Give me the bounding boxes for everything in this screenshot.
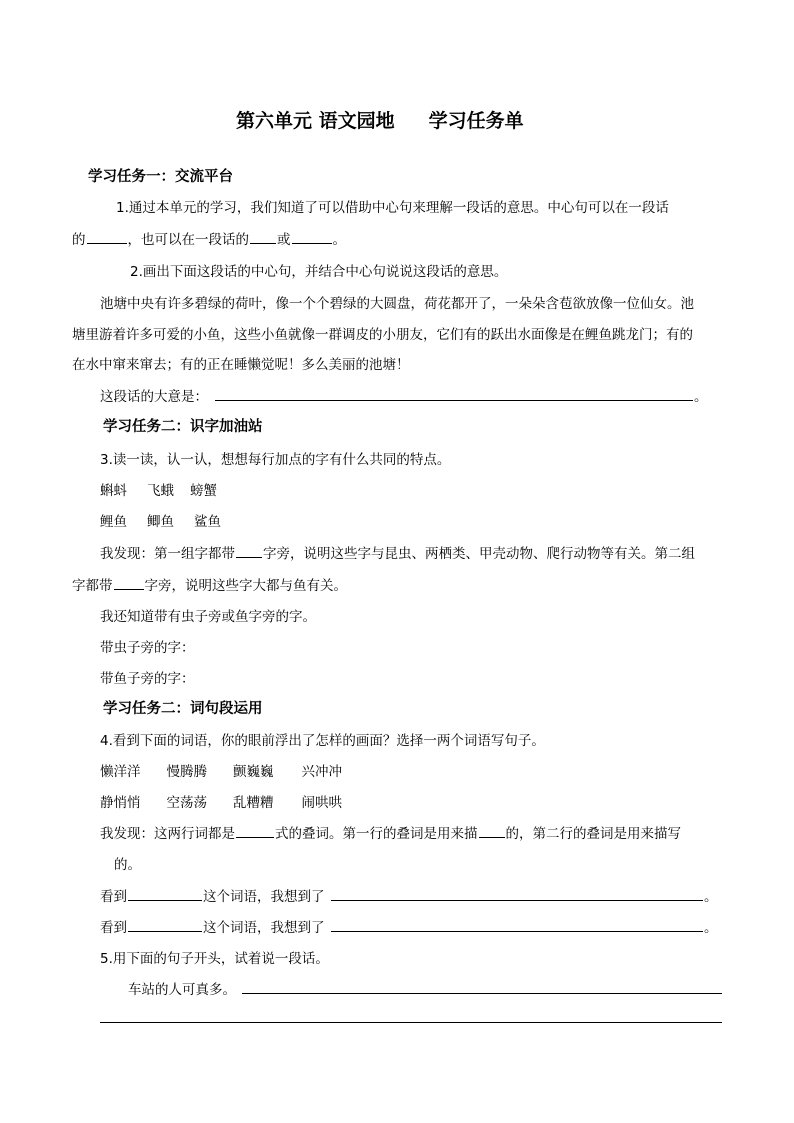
q5-text: 5.用下面的句子开头，试着说一段话。: [100, 951, 329, 967]
found-line2: [72, 574, 347, 594]
paragraph-line1: 池塘中央有许多碧绿的荷叶，像一个个碧绿的大圆盘，荷花都开了，一朵朵含苞欲放像一位仙女。池: [100, 296, 694, 312]
blank-describe[interactable]: [479, 824, 505, 838]
q3-text: 3.读一读，认一认，想想每行加点的字有什么共同的特点。: [100, 452, 451, 468]
paragraph-line2: 塘里游着许多可爱的小鱼，这些小鱼就像一群调皮的小朋友，它们有的跃出水面像是在鲤鱼跳龙门；有的: [72, 327, 693, 343]
blank-radical-2[interactable]: [114, 576, 144, 590]
title-worksheet: 学习任务单: [428, 110, 524, 132]
task1-heading: 学习任务一：交流平台: [88, 169, 233, 185]
found-text-b: 字旁，说明这些字与昆虫、两栖类、甲壳动物、爬行动物等有关。第二组: [263, 546, 695, 562]
page-title: [236, 106, 524, 133]
station-answer-line-2[interactable]: [100, 1022, 722, 1023]
found2-text-b: 式的叠词。第一行的叠词是用来描: [275, 826, 478, 842]
blank-word-2[interactable]: [128, 918, 202, 932]
blank-q1-3[interactable]: [292, 230, 332, 244]
task3-heading: 学习任务二：词句段运用: [103, 701, 263, 717]
word-item: 颤巍巍: [233, 764, 274, 780]
meaning-answer-line[interactable]: [215, 400, 693, 401]
q1-line1: 1.通过本单元的学习，我们知道了可以借助中心句来理解一段话的意思。中心句可以在一段话: [116, 200, 669, 216]
word-item: 慢腾腾: [166, 764, 207, 780]
see-text-a: 看到: [100, 920, 127, 936]
see-end-2: 。: [704, 920, 718, 936]
word-item: 乱糟糟: [233, 795, 274, 811]
blank-q1-1[interactable]: [87, 230, 127, 244]
insect-radical-label: 带虫子旁的字：: [100, 640, 195, 656]
word-item: 空荡荡: [166, 795, 207, 811]
q1-text-d: 。: [332, 232, 346, 248]
title-unit: 第六单元 语文园地: [236, 110, 395, 132]
found-text-c: 字都带: [72, 578, 113, 594]
found2-text-c: 的，第二行的叠词是用来描写: [505, 826, 681, 842]
meaning-end: 。: [694, 389, 708, 405]
q2-text: 2.画出下面这段话的中心句，并结合中心句说说这段话的意思。: [130, 264, 508, 280]
blank-q1-2[interactable]: [250, 230, 276, 244]
station-answer-line-1[interactable]: [242, 993, 722, 994]
meaning-label: 这段话的大意是：: [100, 389, 208, 405]
blank-radical-1[interactable]: [236, 544, 262, 558]
found2-text-a: 我发现：这两行词都是: [100, 826, 235, 842]
q1-text-b: ，也可以在一段话的: [127, 232, 249, 248]
blank-word-1[interactable]: [128, 887, 202, 901]
char-row1: [100, 479, 217, 499]
word-item: 闹哄哄: [301, 795, 342, 811]
char-word: 鲫鱼: [147, 514, 174, 530]
char-word: 蝌蚪: [100, 483, 127, 499]
q1-line2: [72, 228, 346, 248]
q1-text-a: 的: [72, 232, 86, 248]
also-know: 我还知道带有虫子旁或鱼字旁的字。: [100, 609, 316, 625]
see-answer-line-1[interactable]: [331, 900, 703, 901]
word-item: 懒洋洋: [100, 764, 141, 780]
word-item: 静悄悄: [100, 795, 141, 811]
found-text-d: 字旁，说明这些字大都与鱼有关。: [144, 578, 347, 594]
paragraph-line3: 在水中窜来窜去；有的正在睡懒觉呢！多么美丽的池塘！: [72, 357, 410, 373]
char-word: 鲤鱼: [100, 514, 127, 530]
see-line2: [100, 916, 325, 936]
see-line1: [100, 885, 325, 905]
char-word: 飞蛾: [147, 483, 174, 499]
word-row1: [100, 760, 342, 780]
found2-line2: 的。: [114, 857, 141, 873]
see-text-a: 看到: [100, 889, 127, 905]
task2-heading: 学习任务二：识字加油站: [103, 419, 263, 435]
q4-text: 4.看到下面的词语，你的眼前浮出了怎样的画面？选择一两个词语写句子。: [100, 733, 545, 749]
found-line1: [100, 542, 695, 562]
blank-pattern[interactable]: [236, 824, 274, 838]
char-word: 鲨鱼: [194, 514, 221, 530]
word-item: 兴冲冲: [301, 764, 342, 780]
see-text-b: 这个词语，我想到了: [203, 889, 325, 905]
fish-radical-label: 带鱼子旁的字：: [100, 671, 195, 687]
station-sentence: 车站的人可真多。: [128, 982, 236, 998]
found2-line1: [100, 822, 681, 842]
see-text-b: 这个词语，我想到了: [203, 920, 325, 936]
found-text-a: 我发现：第一组字都带: [100, 546, 235, 562]
char-row2: [100, 510, 221, 530]
see-end-1: 。: [704, 889, 718, 905]
see-answer-line-2[interactable]: [331, 931, 703, 932]
char-word: 螃蟹: [190, 483, 217, 499]
q1-text-c: 或: [277, 232, 291, 248]
word-row2: [100, 791, 342, 811]
